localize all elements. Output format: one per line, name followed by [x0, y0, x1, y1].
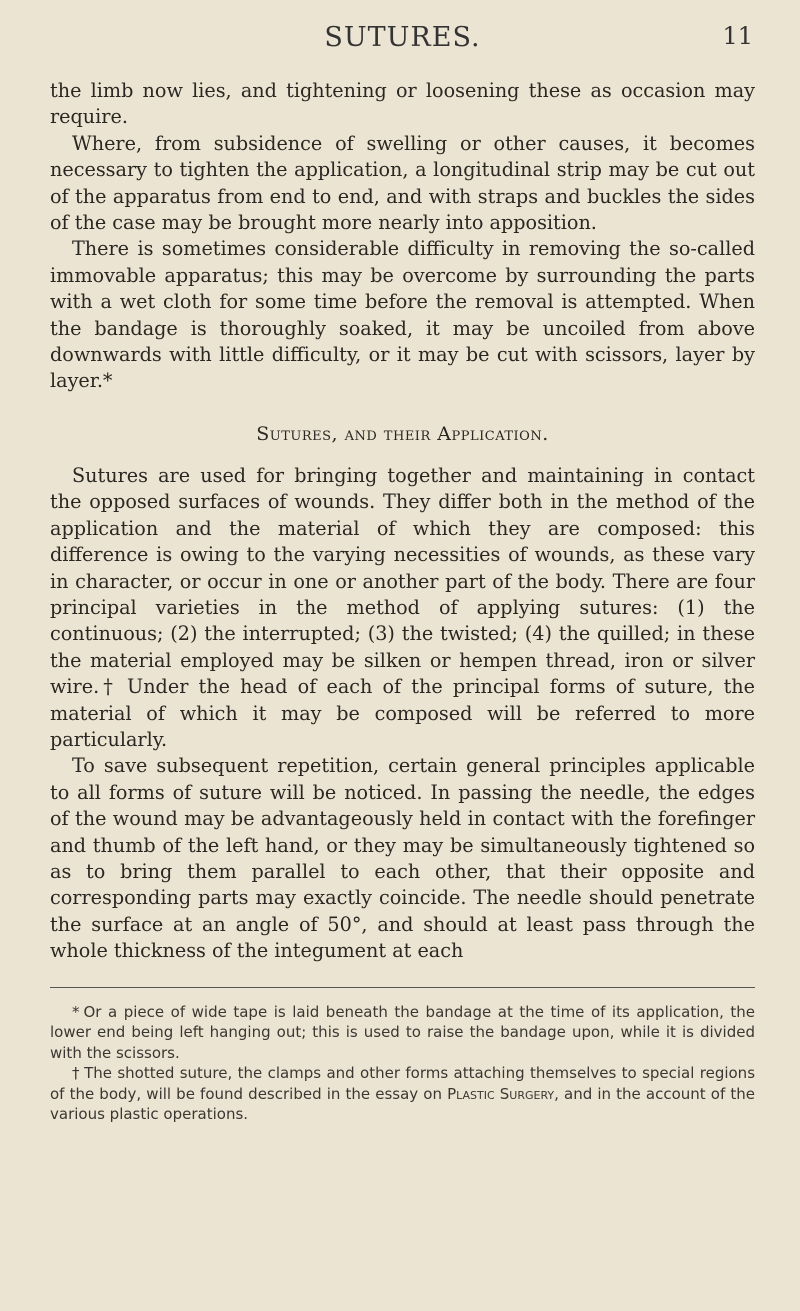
- footnote-asterisk-text: Or a piece of wide tape is laid beneath the bandage at the time of its application, the lower end being left hanging out; this is used to raise the bandage upon, while it is divided with the scissors.: [50, 1002, 755, 1062]
- paragraph-continuation: the limb now lies, and tightening or loosening these as occasion may require.: [50, 79, 755, 129]
- paragraph-general-principles: To save subsequent repetition, certain general principles applicable to all forms of suture will be noticed. In passing the needle, the edges of the wound may be advantageously held in contact with the forefinger and thumb of the left hand, or they may be simultaneously tightened so as to bring them parallel to each other, that their opposite and corresponding parts may exactly coincide. The needle should penetrate the surface at an angle of 50°, and should at least pass through the whole thickness of the integument at each: [50, 754, 755, 963]
- paragraph-sutures-intro: Sutures are used for bringing together and maintaining in contact the opposed surfaces of wounds. They differ both in the method of the application and the material of which they are composed: this difference is owing to the varying necessities of wounds, as these vary in character, or occur in one or another part of the body. There are four principal varieties in the method of applying sutures: (1) the continuous; (2) the interrupted; (3) the twisted; (4) the quilled; in these the material employed may be silken or hempen thread, iron or silver wire.† Under the head of each of the principal forms of suture, the material of which it may be composed will be referred to more particularly.: [50, 463, 755, 751]
- footnote-mark-dagger: †: [72, 1064, 81, 1083]
- footnote-dagger: [50, 1063, 755, 1125]
- footnotes: [50, 1002, 755, 1125]
- footnote-mark-asterisk: *: [72, 1002, 80, 1021]
- footnote-dagger-reference: Plastic Surgery: [447, 1084, 555, 1103]
- running-head: [50, 22, 755, 62]
- footnote-divider: [50, 987, 755, 988]
- section-heading: Sutures, and their Application.: [256, 422, 549, 445]
- page-number: 11: [722, 22, 753, 50]
- footnote-asterisk: [50, 1002, 755, 1064]
- footnote-dagger-text-before: The shotted suture, the clamps and other forms attaching themselves to special regions of the body, will be found described in the essay on: [50, 1064, 756, 1103]
- paragraph-tightening: Where, from subsidence of swelling or other causes, it becomes necessary to tighten the application, a longitudinal strip may be cut out of the apparatus from end to end, and with straps and buckles the sides of the case may be brought more nearly into apposition.: [50, 131, 755, 235]
- body-text: [50, 78, 755, 965]
- paragraph-removal: There is sometimes considerable difficulty in removing the so-called immovable apparatus; this may be overcome by surrounding the parts with a wet cloth for some time before the removal is attempted. When the bandage is thoroughly soaked, it may be uncoiled from above downwards with little difficulty, or it may be cut with scissors, layer by layer.*: [50, 237, 755, 393]
- footnote-dagger-text-after: , and in the account of the various plastic operations.: [50, 1084, 755, 1124]
- running-title: SUTURES.: [324, 22, 481, 53]
- book-page: [50, 22, 755, 1125]
